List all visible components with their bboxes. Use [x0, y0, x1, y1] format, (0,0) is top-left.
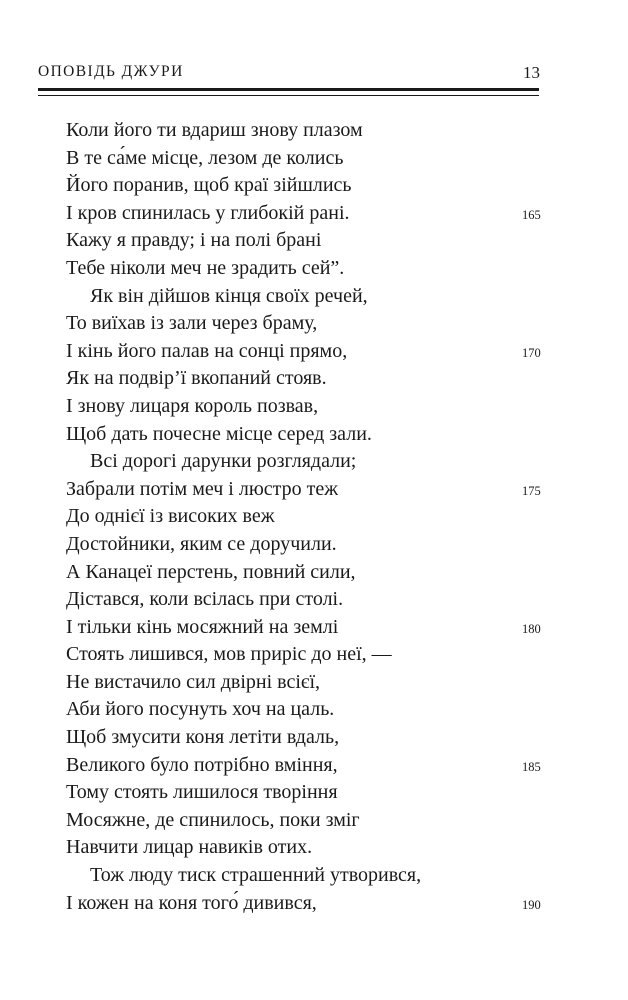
poem-body	[66, 117, 506, 917]
verse-line: Коли його ти вдариш знову плазом	[66, 119, 363, 141]
verse-line: Тому стоять лишилося творіння	[66, 781, 338, 804]
verse-line: То виїхав із зали через браму,	[66, 312, 318, 335]
line-number: 165	[522, 207, 541, 222]
verse-line: В те са́ме місце, лезом де колись	[66, 146, 344, 169]
line-number: 170	[522, 345, 541, 360]
verse-line: Тебе ніколи меч не зрадить сей”.	[66, 256, 345, 279]
verse-line: І кров спинилась у глибокій рані.	[66, 201, 350, 224]
line-number: 175	[522, 483, 541, 498]
line-number: 185	[522, 759, 541, 774]
verse-line: І тільки кінь мосяжний на землі	[66, 615, 339, 638]
verse-line: І кінь його палав на сонці прямо,	[66, 339, 348, 362]
verse-line: Стоять лишився, мов приріс до неї, —	[66, 643, 392, 666]
verse-line: Аби його посунуть хоч на цаль.	[66, 698, 335, 721]
verse-line: Як він дійшов кінця своїх речей,	[90, 284, 368, 307]
verse-line: Як на подвір’ї вкопаний стояв.	[66, 367, 327, 390]
verse-line: І кожен на коня того́ дивився,	[66, 891, 317, 914]
verse-line: Його поранив, щоб краї зійшлись	[66, 174, 352, 197]
verse-line: Кажу я правду; і на полі брані	[66, 229, 322, 252]
verse-line: Мосяжне, де спинилось, поки зміг	[66, 808, 360, 831]
verse-line: Достойники, яким се доручили.	[66, 532, 337, 555]
verse-line: Навчити лицар навиків отих.	[66, 836, 313, 859]
verse-line: Не вистачило сил двірні всієї,	[66, 670, 321, 693]
verse-line: Забрали потім меч і люстро теж	[66, 477, 339, 500]
running-head-title: ОПОВІДЬ ДЖУРИ	[38, 63, 184, 80]
verse-line: Всі дорогі дарунки розглядали;	[90, 450, 357, 473]
verse-line: Щоб змусити коня летіти вдаль,	[66, 726, 340, 749]
page-number: 13	[523, 63, 540, 82]
header-rule-thin	[38, 95, 539, 96]
verse-line: Щоб дать почесне місце серед зали.	[66, 422, 372, 445]
verse-line: І знову лицаря король позвав,	[66, 394, 319, 417]
verse-line: Дістався, коли всілась при столі.	[66, 588, 344, 611]
verse-line: До однієї із високих веж	[66, 505, 275, 528]
line-number: 190	[522, 897, 541, 912]
verse-line: А Канацеї перстень, повний сили,	[66, 560, 356, 583]
verse-line: Великого було потрібно вміння,	[66, 753, 338, 776]
verse-line: Тож люду тиск страшенний утворився,	[90, 864, 422, 887]
header-rule-thick	[38, 88, 539, 91]
line-number: 180	[522, 621, 541, 636]
